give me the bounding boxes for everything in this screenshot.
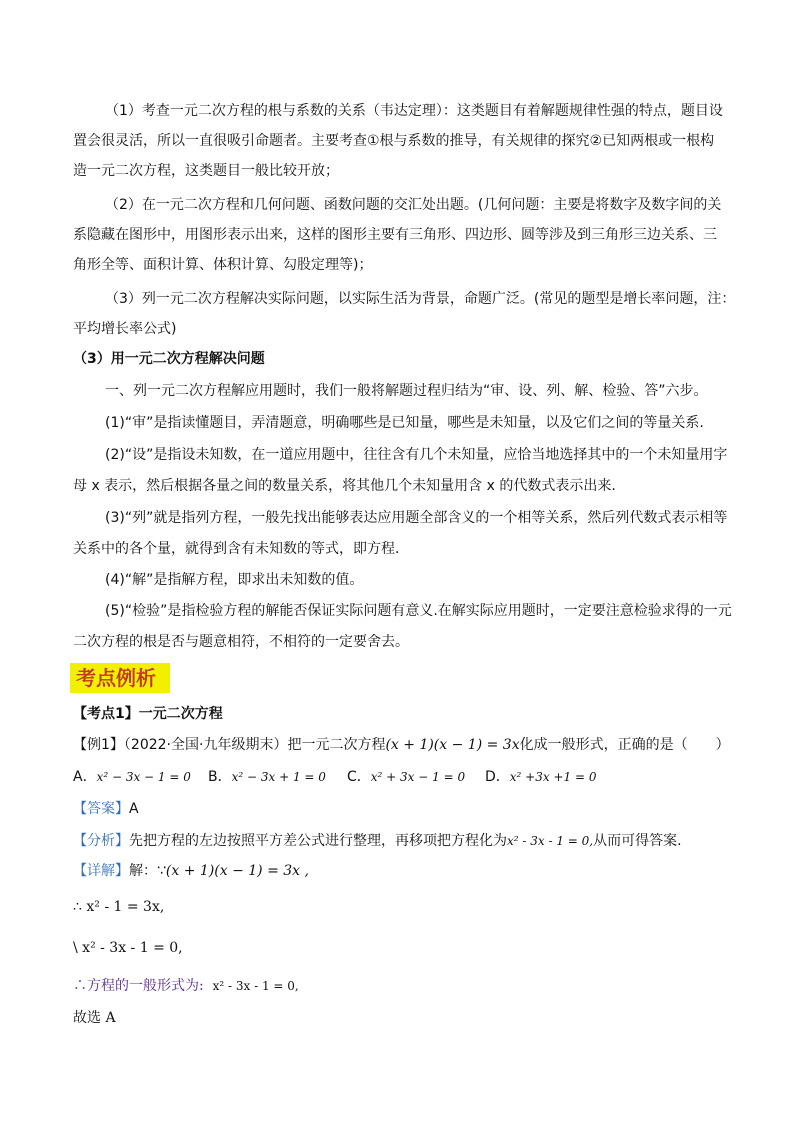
- option-b-letter: B．: [208, 769, 232, 785]
- paragraph-3-line-1: （3）列一元二次方程解决实际问题，以实际生活为背景，命题广泛。(常见的题型是增长率问题，注：: [105, 291, 736, 307]
- analysis-tail: 从而可得答案.: [593, 833, 682, 849]
- example-source: （2022·全国·九年级期末）: [123, 737, 288, 753]
- answer-value: A: [129, 801, 139, 817]
- analysis-label: 【分析】: [73, 833, 129, 849]
- solution-step-3: [73, 976, 299, 996]
- paragraph-2-line-2: 系隐藏在图形中，用图形表示出来，这样的图形主要有三角形、四边形、圆等涉及到三角形三边关系、三: [73, 227, 717, 243]
- step-5-line-1: (5)“检验”是指检验方程的解能否保证实际问题有意义.在解实际应用题时，一定要注意检验求得的一元: [105, 603, 732, 619]
- option-d-expr: x² +3x +1 = 0: [509, 770, 597, 784]
- option-b: [208, 767, 326, 787]
- detail-label: 【详解】: [73, 863, 129, 879]
- solution-step-2: \ x² - 3x - 1 = 0,: [73, 940, 183, 956]
- option-d: [485, 767, 596, 787]
- paragraph-3-line-2: 平均增长率公式): [73, 321, 177, 337]
- option-a: [73, 767, 191, 787]
- option-a-expr: x² − 3x − 1 = 0: [96, 770, 191, 784]
- option-c: [347, 767, 465, 787]
- kaodian-1: [73, 704, 223, 724]
- answer-label: 【答案】: [73, 801, 129, 817]
- analysis-text: 先把方程的左边按照平方差公式进行整理，再移项把方程化为: [129, 833, 507, 849]
- paragraph-2-line-3: 角形全等、面积计算、体积计算、勾股定理等)；: [73, 257, 373, 273]
- analysis: [73, 831, 682, 851]
- step-2-line-2: 母 x 表示，然后根据各量之间的数量关系，将其他几个未知量用含 x 的代数式表示出来.: [73, 478, 616, 494]
- example-label: 【例1】: [73, 737, 124, 753]
- option-c-letter: C．: [347, 769, 371, 785]
- example-text-1: 把一元二次方程: [287, 737, 386, 753]
- kaodian-title: 一元二次方程: [138, 706, 223, 722]
- heading-kaodian-lixi: 考点例析: [76, 666, 156, 690]
- detail: [73, 861, 309, 881]
- solution-step-3-equation: x² - 3x - 1 = 0,: [212, 979, 299, 993]
- paragraph-1-line-3: 造一元二次方程，这类题目一般比较开放；: [73, 163, 339, 179]
- step-5-line-2: 二次方程的根是否与题意相符，不相符的一定要舍去。: [73, 634, 409, 650]
- detail-text: 解：∵: [129, 863, 166, 879]
- paragraph-1-line-2: 置会很灵活，所以一直很吸引命题者。主要考查①根与系数的推导，有关规律的探究②已知两根或一根构: [73, 133, 715, 149]
- paragraph-1-line-1: （1）考查一元二次方程的根与系数的关系（韦达定理）：这类题目有着解题规律性强的特点，题目设: [105, 103, 723, 119]
- section-intro: 一、列一元二次方程解应用题时，我们一般将解题过程归结为“审、设、列、解、检验、答”六步。: [105, 383, 708, 399]
- step-4: (4)“解”是指解方程，即求出未知数的值。: [105, 572, 364, 588]
- kaodian-label: 【考点1】: [73, 706, 139, 722]
- step-2-line-1: (2)“设”是指设未知数，在一道应用题中，往往含有几个未知量，应恰当地选择其中的一个未知量用字: [105, 447, 728, 463]
- option-b-expr: x² − 3x + 1 = 0: [231, 770, 326, 784]
- detail-equation: (x + 1)(x − 1) = 3x ,: [165, 863, 309, 879]
- step-3-line-1: (3)“列”就是指列方程，一般先找出能够表达应用题全部含义的一个相等关系，然后列代数式表示相等: [105, 510, 728, 526]
- option-c-expr: x² + 3x − 1 = 0: [370, 770, 466, 784]
- option-a-letter: A．: [73, 769, 97, 785]
- answer: [73, 799, 139, 819]
- example-text-2: 化成一般形式，正确的是（ ）: [519, 737, 730, 753]
- solution-conclusion: 故选 A: [73, 1010, 116, 1026]
- step-3-line-2: 关系中的各个量，就得到含有未知数的等式，即方程.: [73, 541, 400, 557]
- example-1: [73, 735, 730, 755]
- solution-step-1: ∴ x² - 1 = 3x,: [73, 899, 165, 915]
- solution-step-3-label: ∴方程的一般形式为:: [73, 978, 204, 994]
- paragraph-2-line-1: （2）在一元二次方程和几何问题、函数问题的交汇处出题。(几何问题：主要是将数字及数字间的关: [105, 197, 722, 213]
- analysis-equation: x² - 3x - 1 = 0,: [507, 834, 594, 848]
- option-d-letter: D．: [485, 769, 510, 785]
- example-equation: (x + 1)(x − 1) = 3x: [385, 737, 520, 753]
- section-title: （3）用一元二次方程解决问题: [73, 351, 265, 367]
- step-1: (1)“审”是指读懂题目，弄清题意，明确哪些是已知量，哪些是未知量，以及它们之间的等量关系.: [105, 415, 704, 431]
